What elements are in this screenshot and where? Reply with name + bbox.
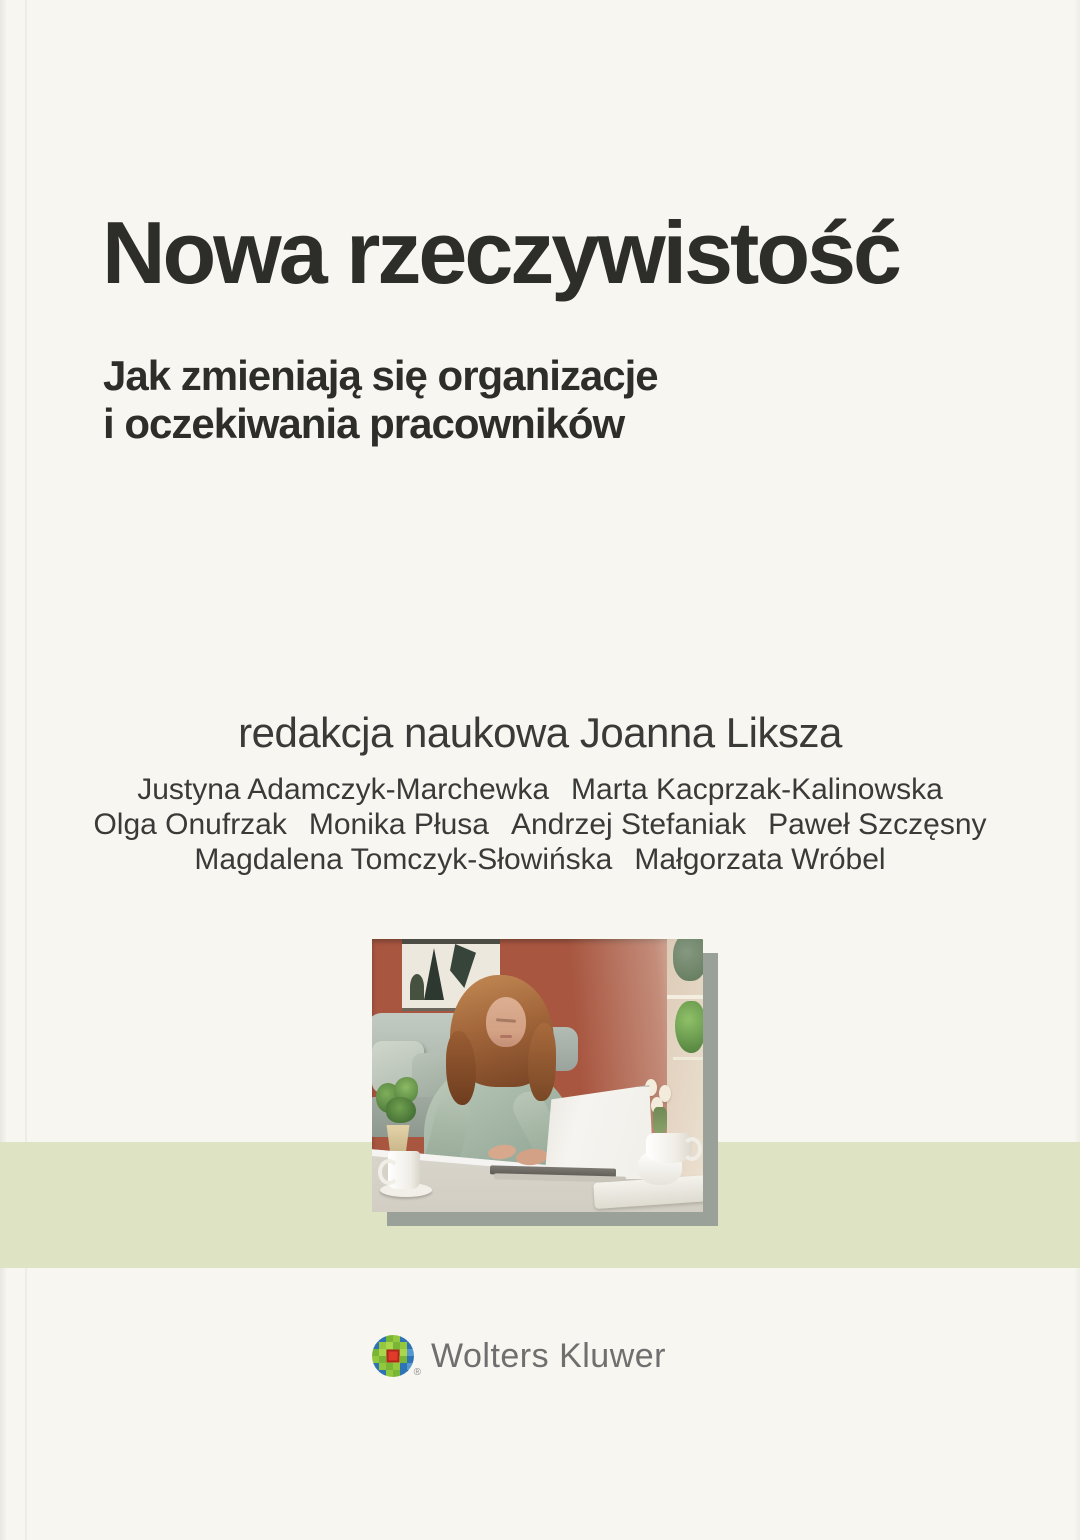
frame-art-leaf xyxy=(424,948,444,1000)
author-name: Paweł Szczęsny xyxy=(768,808,987,841)
hair-strand xyxy=(528,1023,556,1101)
shelf-edge xyxy=(667,995,703,999)
scan-edge-left xyxy=(0,0,7,1540)
plant-right xyxy=(675,1001,703,1053)
author-name: Monika Płusa xyxy=(308,808,489,841)
frame-art-leaf xyxy=(410,974,424,1000)
author-name: Andrzej Stefaniak xyxy=(510,808,747,841)
editor-line: redakcja naukowa Joanna Liksza xyxy=(238,709,842,756)
plant-top-right xyxy=(673,939,703,981)
woman-face xyxy=(486,997,526,1047)
author-line xyxy=(0,772,1080,807)
frame-art-leaf xyxy=(450,944,476,988)
author-lines xyxy=(0,772,1080,877)
coffee-cup xyxy=(646,1133,692,1163)
subtitle-line-1: Jak zmieniają się organizacje xyxy=(103,352,658,399)
author-name: Justyna Adamczyk-Marchewka xyxy=(137,773,549,806)
scan-edge-right xyxy=(1074,0,1080,1540)
wolters-kluwer-globe-icon xyxy=(372,1335,421,1378)
author-name: Małgorzata Wróbel xyxy=(634,843,886,876)
shelf-edge-lower xyxy=(673,1057,703,1060)
globe-red-center xyxy=(387,1350,400,1363)
author-name: Magdalena Tomczyk-Słowińska xyxy=(194,843,613,876)
author-line xyxy=(0,842,1080,877)
subtitle-line-2: i oczekiwania pracowników xyxy=(103,400,625,447)
coffee-mug xyxy=(388,1151,420,1189)
book-subtitle xyxy=(103,352,658,448)
registered-trademark: ® xyxy=(413,1367,421,1378)
publisher-logo xyxy=(372,1332,666,1380)
cover-photo xyxy=(372,939,703,1212)
scan-line-artifact xyxy=(25,0,27,1540)
author-line xyxy=(0,807,1080,842)
publisher-wordmark: Wolters Kluwer xyxy=(431,1336,666,1375)
author-name: Marta Kacprzak-Kalinowska xyxy=(571,773,943,806)
book-title: Nowa rzeczywistość xyxy=(102,203,899,302)
author-name: Olga Onufrzak xyxy=(93,808,287,841)
